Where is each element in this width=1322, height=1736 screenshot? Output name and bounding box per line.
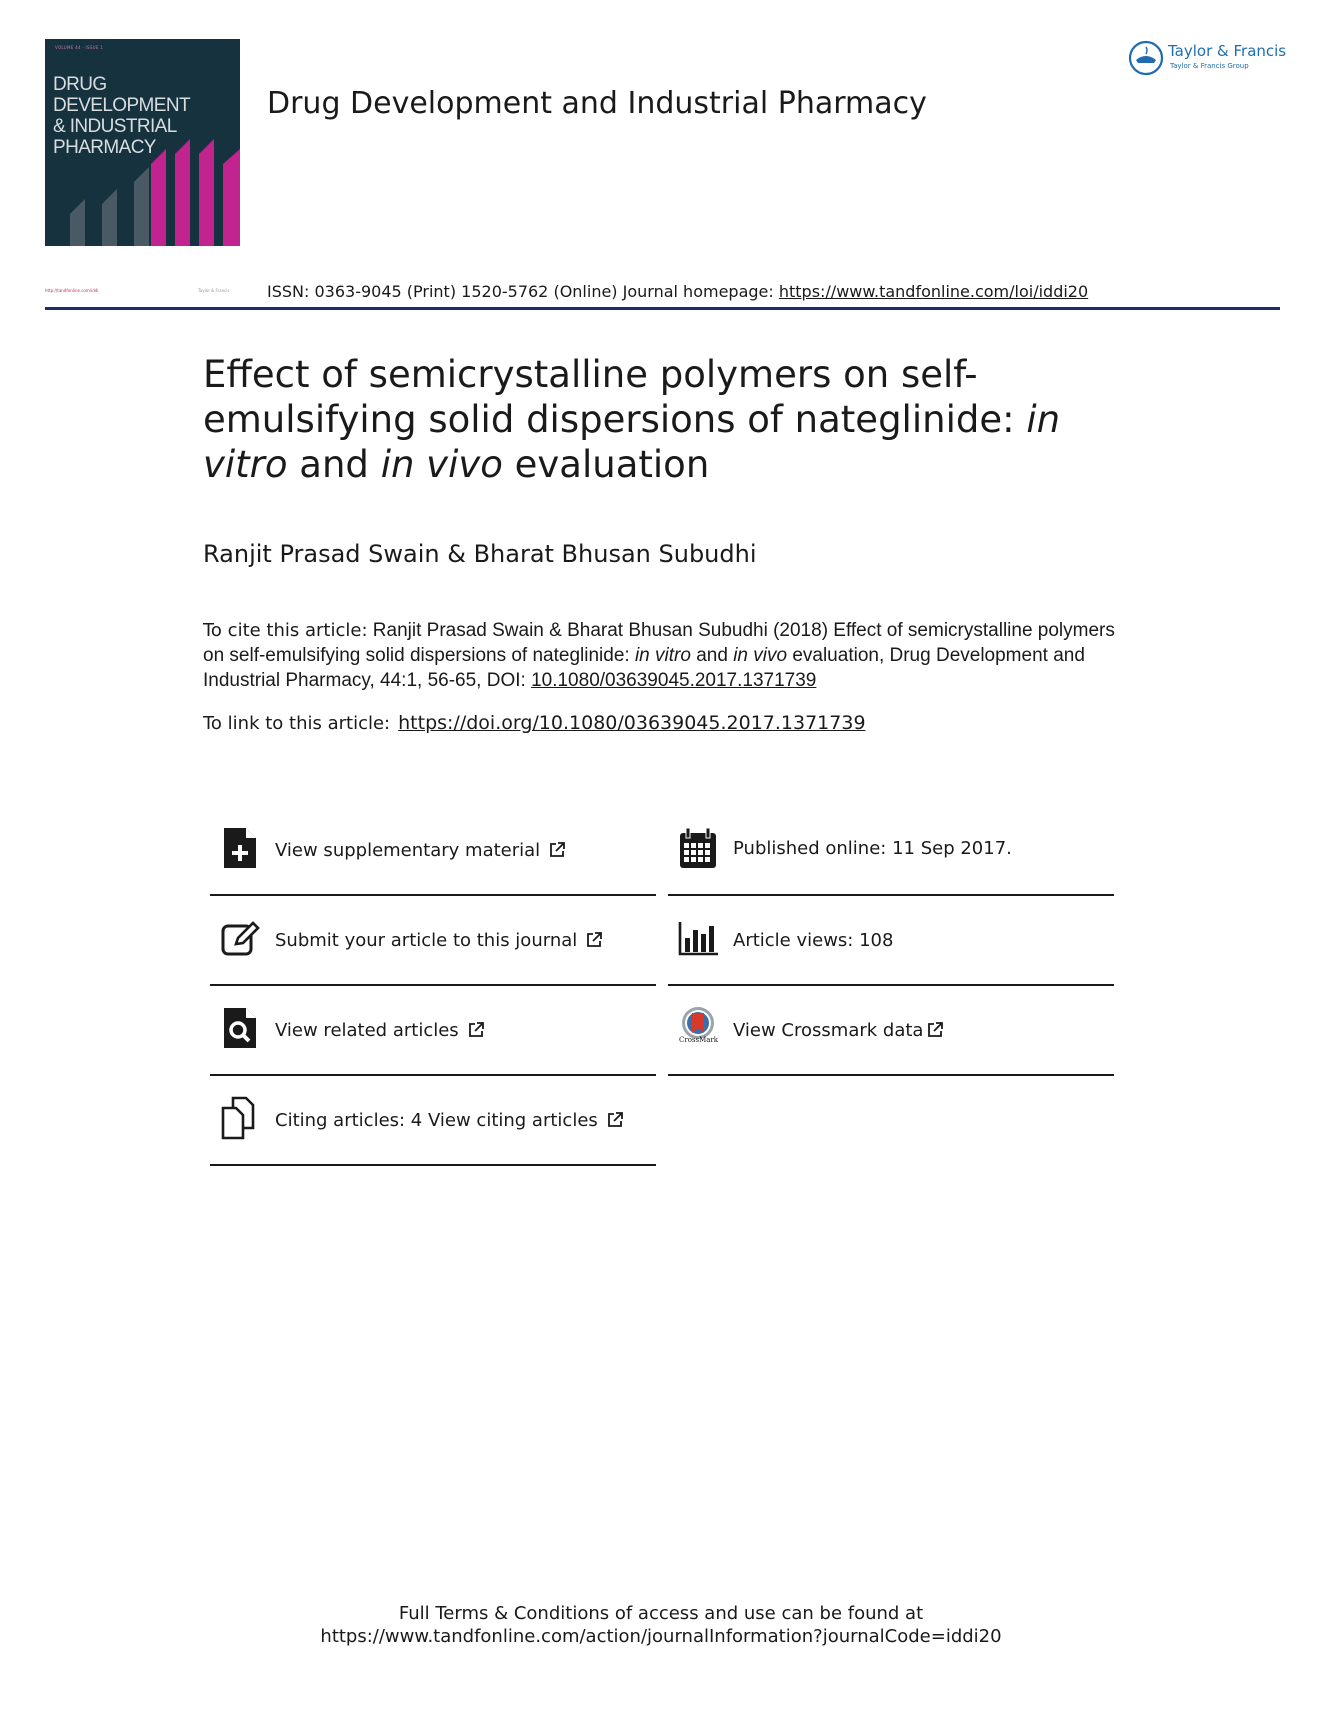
publisher-group: Taylor & Francis Group	[1170, 62, 1249, 70]
terms-footer	[0, 1602, 1322, 1648]
citing-articles-label	[275, 1076, 624, 1164]
crossmark-caption: CrossMark	[679, 1036, 719, 1044]
citation-block	[203, 618, 1123, 693]
journal-cover	[45, 39, 240, 246]
cite-italic-in-vitro: in vitro	[634, 645, 691, 666]
tiny-publisher-logo: Taylor & Francis	[198, 288, 230, 293]
crossmark-label	[733, 986, 944, 1074]
terms-line: Full Terms & Conditions of access and use can be found at	[398, 1603, 924, 1624]
view-supplementary-item[interactable]	[210, 806, 656, 896]
cite-text: Ranjit Prasad Swain & Bharat Bhusan Subudhi (2018) Effect of semicrystalline polymers on self-emulsifying solid dispersions of nateglinide:	[203, 620, 1115, 666]
article-title	[203, 352, 1103, 487]
external-link-icon	[926, 1021, 944, 1039]
calendar-icon	[678, 826, 718, 870]
file-search-icon	[220, 1006, 260, 1050]
cite-italic-in-vivo: in vivo	[733, 645, 788, 666]
link-label: To link to this article:	[203, 713, 391, 734]
article-doi-link[interactable]: https://doi.org/10.1080/03639045.2017.1371739	[398, 712, 866, 734]
issn-text: ISSN: 0363-9045 (Print) 1520-5762 (Online) Journal homepage:	[267, 282, 779, 301]
published-online-label: Published online: 11 Sep 2017.	[733, 838, 1012, 859]
article-views-item	[668, 896, 1114, 986]
cite-doi-link[interactable]: 10.1080/03639045.2017.1371739	[531, 670, 817, 691]
pencil-edit-icon	[220, 916, 260, 960]
view-supplementary-label	[275, 806, 566, 894]
title-italic-in-vitro: in vitro	[203, 398, 1061, 486]
issn-line	[267, 282, 1088, 301]
submit-article-item[interactable]	[210, 896, 656, 986]
related-text: View related articles	[275, 1019, 459, 1041]
citing-articles-item[interactable]	[210, 1076, 656, 1166]
title-text: Effect of semicrystalline polymers on self-emulsifying solid dispersions of nateglinide:	[203, 353, 1027, 441]
article-views-label: Article views: 108	[733, 929, 894, 951]
published-online-item	[668, 806, 1114, 896]
cite-label: To cite this article:	[203, 620, 368, 641]
journal-homepage-link[interactable]: https://www.tandfonline.com/loi/iddi20	[778, 282, 1089, 301]
copy-documents-icon	[220, 1096, 260, 1140]
terms-url[interactable]: https://www.tandfonline.com/action/journalInformation?journalCode=iddi20	[320, 1626, 1002, 1647]
file-plus-icon	[220, 826, 260, 870]
bar-chart-icon	[678, 916, 718, 960]
title-end: evaluation	[502, 443, 710, 486]
cover-volume: VOLUME 44 · ISSUE 1	[55, 45, 104, 50]
title-italic-in-vivo: in vivo	[380, 443, 503, 486]
submit-text: Submit your article to this journal	[275, 929, 578, 951]
supplementary-text: View supplementary material	[275, 839, 541, 861]
cover-title: DRUG DEVELOPMENT & INDUSTRIAL PHARMACY	[53, 74, 190, 158]
citing-text: Citing articles: 4 View citing articles	[275, 1109, 598, 1131]
title-and: and	[287, 443, 381, 486]
submit-article-label	[275, 896, 603, 984]
cite-text-end: evaluation, Drug Development and Industrial Pharmacy, 44:1, 56-65, DOI:	[203, 645, 1085, 691]
cite-and: and	[690, 645, 734, 666]
view-related-item[interactable]	[210, 986, 656, 1076]
journal-title[interactable]: Drug Development and Industrial Pharmacy	[267, 86, 927, 121]
header-divider	[45, 307, 1280, 310]
external-link-icon	[606, 1111, 624, 1129]
article-link-block	[203, 712, 866, 734]
publisher-name: Taylor & Francis	[1168, 42, 1287, 60]
crossmark-item[interactable]	[668, 986, 1114, 1076]
authors: Ranjit Prasad Swain & Bharat Bhusan Subudhi	[203, 540, 757, 568]
external-link-icon	[585, 931, 603, 949]
external-link-icon	[548, 841, 566, 859]
crossmark-text: View Crossmark data	[733, 1019, 924, 1041]
tiny-journal-url: http://tandfonline.com/iddi	[45, 288, 99, 293]
external-link-icon	[467, 1021, 485, 1039]
lamp-icon	[1128, 40, 1164, 76]
view-related-label	[275, 986, 485, 1074]
